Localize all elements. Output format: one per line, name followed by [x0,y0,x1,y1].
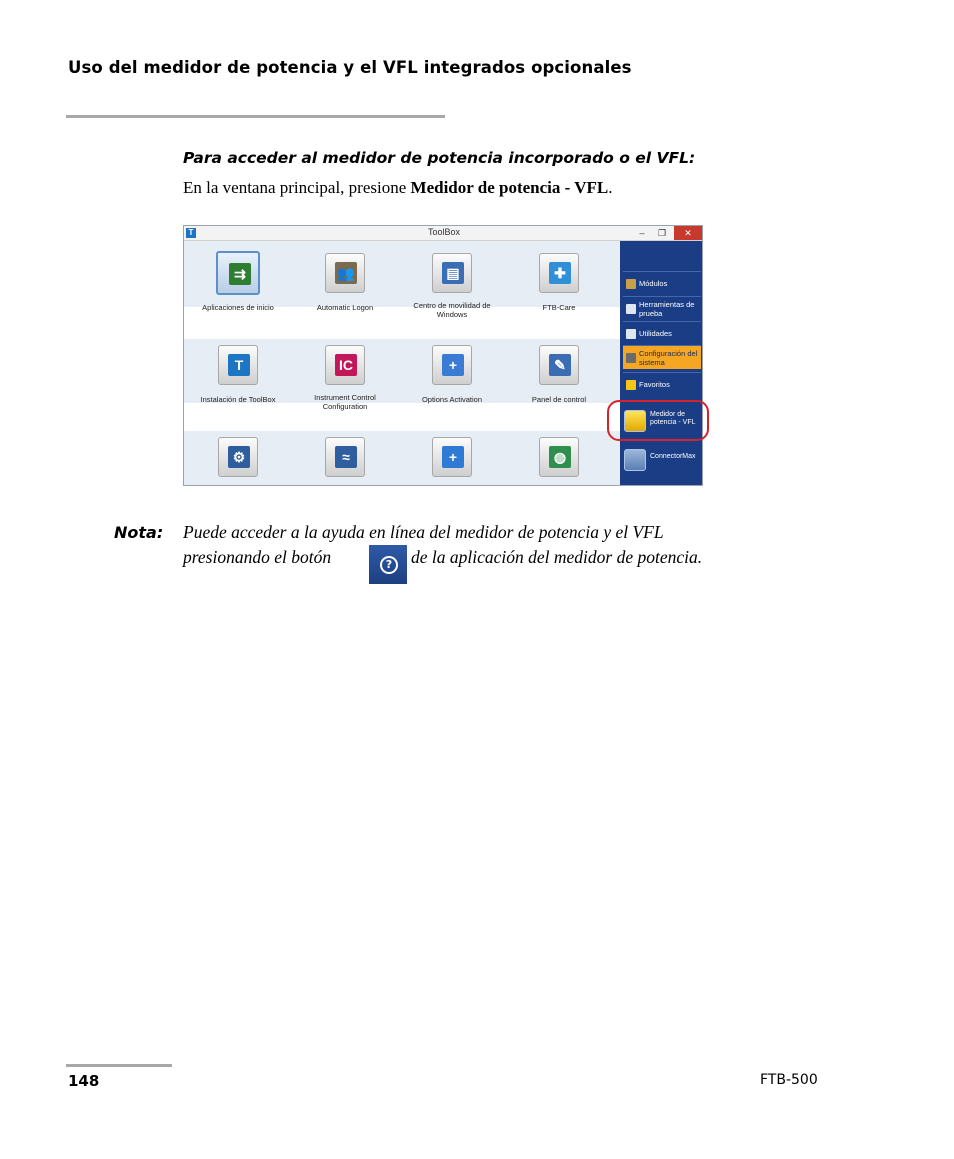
procedure-title: Para acceder al medidor de potencia incorporado o el VFL: [183,149,696,167]
toolbox-app-icon: T [186,228,196,238]
tile-grid [184,241,620,486]
instruction-suffix: . [608,178,613,197]
note-text-line2-start: presionando el botón [183,547,332,567]
help-button[interactable] [369,545,407,584]
tile-label: Aplicaciones de inicio [202,303,274,312]
tile-options-activation-icon[interactable] [398,333,506,423]
ftb-care-icon: ✚ [549,262,571,284]
tile-label: Panel de control [531,395,587,404]
tile-mobility-center-icon[interactable] [398,241,506,331]
hardware-icon: ⚙ [228,446,250,468]
tile-icon-frame [325,437,365,477]
mobility-center-icon: ▤ [442,262,464,284]
graph-icon: ≈ [335,446,357,468]
modules-icon [626,279,636,289]
tile-hardware-icon[interactable] [184,425,292,486]
tile-icon-frame [432,345,472,385]
tile-graph-icon[interactable] [291,425,399,486]
tile-icon-frame [432,253,472,293]
sidebar-item-favorites[interactable] [623,372,701,396]
instruction-prefix: En la ventana principal, presione [183,178,411,197]
tile-label: FTB-Care [542,303,576,312]
sidebar-item-label: Herramientas de prueba [639,300,695,318]
procedure-instruction [183,178,612,198]
sidebar-item-label: Favoritos [639,380,670,389]
tile-control-panel-icon[interactable] [505,333,613,423]
tile-globe-icon[interactable] [505,425,613,486]
instrument-control-icon: IC [335,354,357,376]
tile-icon-frame [218,345,258,385]
sidebar-item-modules[interactable] [623,271,701,295]
globe-icon: ◍ [549,446,571,468]
tile-icon-frame [539,253,579,293]
connectormax-icon [624,449,646,471]
favorites-icon [626,380,636,390]
sidebar [620,241,703,486]
window-titlebar [184,226,702,241]
tile-label: Automatic Logon [316,303,374,312]
close-button[interactable]: ✕ [674,226,702,240]
note-text-line2-end: de la aplicación del medidor de potencia. [411,547,703,567]
window-title: ToolBox [427,227,461,237]
minimize-button[interactable]: – [639,228,645,238]
sidebar-item-test-tools[interactable] [623,296,701,320]
sidebar-app-connectormax[interactable] [622,447,702,475]
tile-icon-frame [432,437,472,477]
sidebar-item-label: Módulos [639,279,668,288]
tile-ftb-care-icon[interactable] [505,241,613,331]
users-icon: 👥 [335,262,357,284]
tile-instrument-control-icon[interactable] [291,333,399,423]
system-config-icon [626,353,636,363]
sidebar-app-label: ConnectorMax [650,453,696,460]
footer-divider [66,1064,172,1067]
tile-display-icon[interactable] [398,425,506,486]
tile-icon-frame [539,345,579,385]
tile-icon-frame [325,345,365,385]
tile-users-icon[interactable] [291,241,399,331]
sidebar-app-label: Medidor de potencia - VFL [650,411,696,426]
tile-icon-frame [218,437,258,477]
note-text-line1: Puede acceder a la ayuda en línea del medidor de potencia y el VFL [183,522,664,542]
tile-icon-frame [216,251,260,295]
control-panel-icon: ✎ [549,354,571,376]
tile-label: Options Activation [421,395,483,404]
tile-label: Instalación de ToolBox [200,395,276,404]
help-icon: ? [380,556,398,574]
sidebar-item-system-config[interactable] [623,345,701,369]
tile-icon-frame [539,437,579,477]
toolbox-screenshot [183,225,703,486]
power-meter-highlight [607,400,709,441]
tile-label: Instrument Control Configuration [314,393,376,411]
note-label: Nota: [114,523,164,542]
restore-button[interactable]: ❐ [657,228,667,238]
tile-startup-apps-icon[interactable] [184,241,292,331]
sidebar-item-label: Configuración del sistema [639,349,698,367]
page-number: 148 [68,1072,100,1090]
page-header-title: Uso del medidor de potencia y el VFL integrados opcionales [68,58,632,77]
tile-icon-frame [325,253,365,293]
sidebar-item-utilities[interactable] [623,321,701,345]
header-divider [66,115,445,118]
toolbox-install-icon: T [228,354,250,376]
options-activation-icon: + [442,354,464,376]
product-name: FTB-500 [760,1072,818,1088]
instruction-bold: Medidor de potencia - VFL [410,178,609,197]
sidebar-item-label: Utilidades [639,329,672,338]
tile-label: Centro de movilidad de Windows [413,301,491,319]
display-icon: + [442,446,464,468]
utilities-icon [626,329,636,339]
test-tools-icon [626,304,636,314]
startup-apps-icon: ⇉ [229,263,251,285]
tile-toolbox-install-icon[interactable] [184,333,292,423]
